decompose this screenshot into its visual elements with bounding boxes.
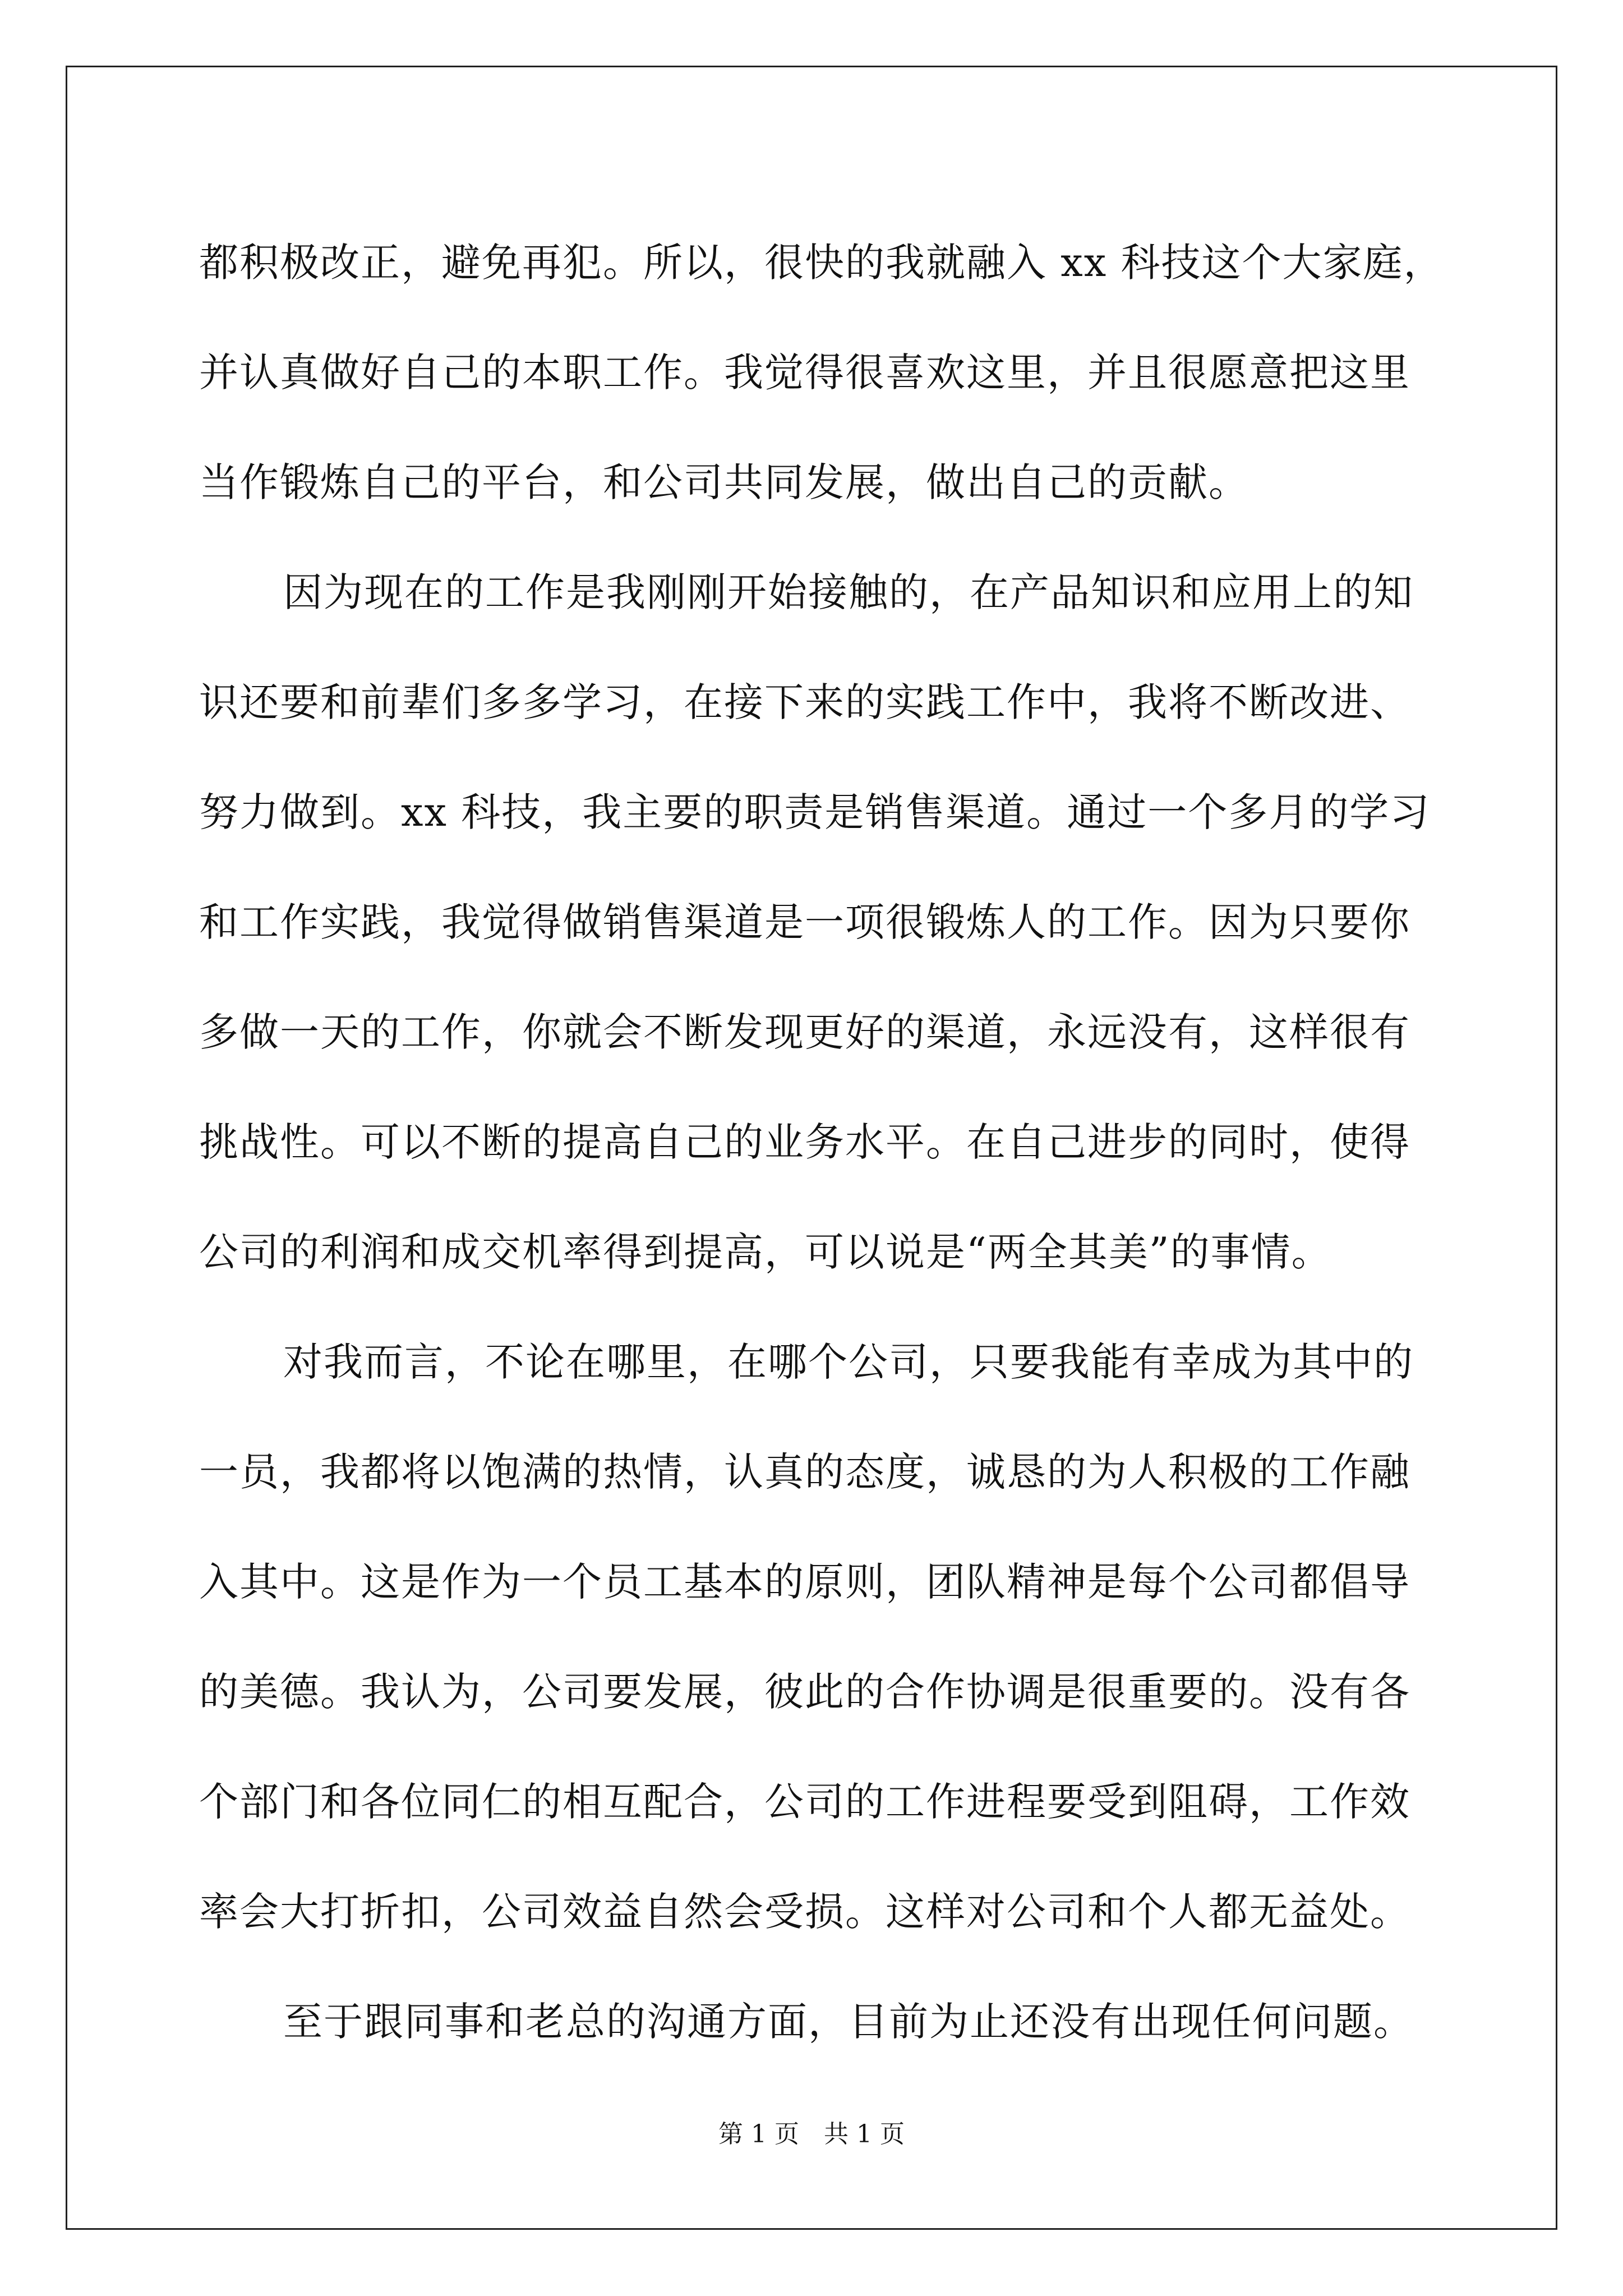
text-line: 识还要和前辈们多多学习，在接下来的实践工作中，我将不断改进、 bbox=[199, 679, 1410, 725]
text-line: 都积极改正，避免再犯。所以，很快的我就融入 xx 科技这个大家庭， bbox=[199, 240, 1444, 286]
text-line: 个部门和各位同仁的相互配合，公司的工作进程要受到阻碍，工作效 bbox=[199, 1779, 1410, 1825]
text-line: 并认真做好自己的本职工作。我觉得很喜欢这里，并且很愿意把这里 bbox=[199, 349, 1410, 395]
text-line: 和工作实践，我觉得做销售渠道是一项很锻炼人的工作。因为只要你 bbox=[199, 899, 1410, 945]
text-line: 入其中。这是作为一个员工基本的原则，团队精神是每个公司都倡导 bbox=[199, 1559, 1410, 1605]
text-line: 一员，我都将以饱满的热情，认真的态度，诚恳的为人积极的工作融 bbox=[199, 1449, 1410, 1495]
text-line: 的美德。我认为，公司要发展，彼此的合作协调是很重要的。没有各 bbox=[199, 1669, 1410, 1715]
text-line: 公司的利润和成交机率得到提高，可以说是“两全其美”的事情。 bbox=[199, 1229, 1332, 1275]
text-line: 努力做到。xx 科技，我主要的职责是销售渠道。通过一个多月的学习 bbox=[199, 789, 1431, 835]
document-body bbox=[199, 208, 1455, 2077]
page-number-footer: 第 1 页 共 1 页 bbox=[718, 2120, 905, 2148]
text-line: 多做一天的工作，你就会不断发现更好的渠道，永远没有，这样很有 bbox=[199, 1009, 1410, 1055]
text-line: 挑战性。可以不断的提高自己的业务水平。在自己进步的同时，使得 bbox=[199, 1119, 1410, 1165]
text-line: 率会大打折扣，公司效益自然会受损。这样对公司和个人都无益处。 bbox=[199, 1889, 1410, 1935]
paragraph-start-line: 至于跟同事和老总的沟通方面，目前为止还没有出现任何问题。 bbox=[283, 1999, 1414, 2045]
text-line: 当作锻炼自己的平台，和公司共同发展，做出自己的贡献。 bbox=[199, 459, 1249, 505]
paragraph-start-line: 对我而言，不论在哪里，在哪个公司，只要我能有幸成为其中的 bbox=[283, 1339, 1414, 1385]
paragraph-start-line: 因为现在的工作是我刚刚开始接触的，在产品知识和应用上的知 bbox=[283, 569, 1414, 615]
